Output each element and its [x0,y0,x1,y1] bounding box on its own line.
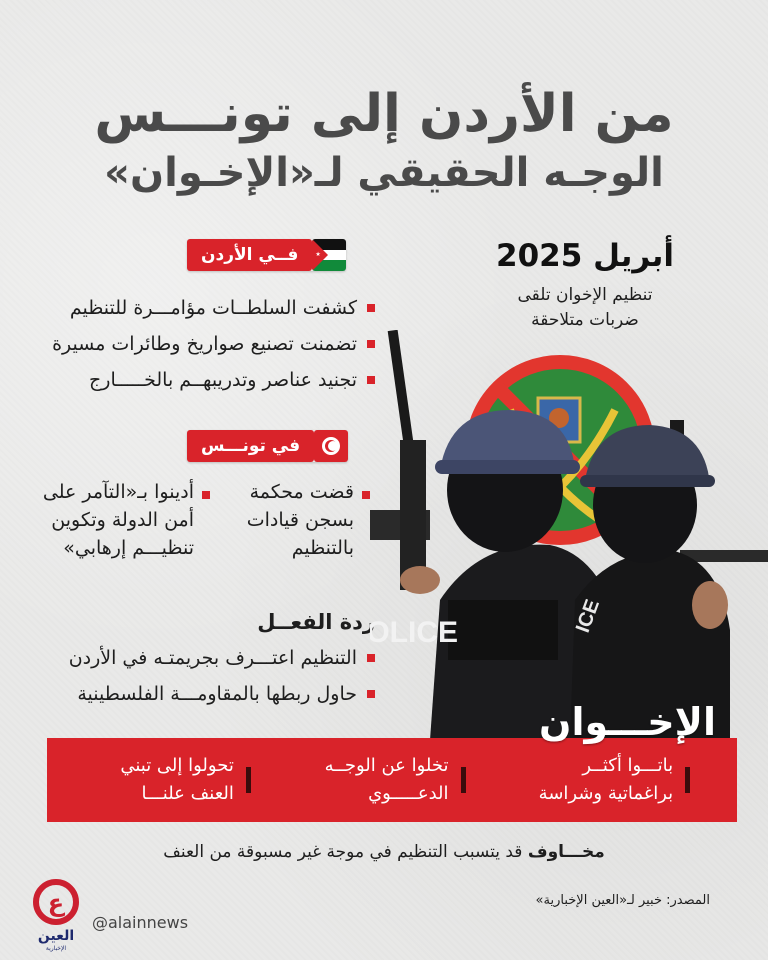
list-item: كشفت السلطــات مؤامـــرة للتنظيم [52,290,375,326]
date-subtitle: تنظيم الإخوان تلقى ضربات متلاحقة [517,285,653,330]
bullet-square-icon [362,491,370,499]
section-header-jordan [187,239,346,271]
brotherhood-summary-band [47,738,737,822]
svg-text:OLICE: OLICE [370,616,458,649]
jordan-list [52,290,375,398]
list-item: تضمنت تصنيع صواريخ وطائرات مسيرة [52,326,375,362]
divider-bar [461,767,466,793]
svg-text:ع: ع [47,889,65,917]
band-item: تحولوا إلى تبني العنف علنـــا [94,752,251,808]
alain-logo [30,878,82,954]
fear-statement: مخـــاوف قد يتسبب التنظيم في موجة غير مسبوقة من العنف [163,842,605,862]
tunisia-flag-icon [314,430,348,462]
svg-text:الإخبارية: الإخبارية [45,945,67,952]
band-heading: الإخـــوان [539,700,716,744]
reaction-list [69,640,375,712]
bullet-square-icon [367,304,375,312]
list-item: حاول ربطها بالمقاومـــة الفلسطينية [69,676,375,712]
list-item: تجنيد عناصر وتدريبهــم بالخـــــارج [52,362,375,398]
source-credit: المصدر: خبير لـ«العين الإخبارية» [535,893,710,908]
list-item: قضت محكمة بسجن قيادات بالتنظيم [240,478,370,562]
svg-text:العين: العين [37,928,75,944]
police-illustration [370,330,768,740]
date-heading: أبريل 2025 [496,238,674,274]
section-label: في تونـــس [187,430,314,462]
reaction-heading: ردة الفعــل [257,610,375,634]
list-item: أدينوا بـ«التآمر على أمن الدولة وتكوين تنظيـــم إرهابي» [40,478,210,562]
page-title: من الأردن إلى تونـــس [94,84,674,144]
page-subtitle: الوجـه الحقيقي لـ«الإخـوان» [104,150,664,196]
jordan-flag-icon: ★ [312,239,346,271]
section-header-tunisia [187,430,348,462]
social-handle[interactable]: @alainnews [92,913,189,932]
bullet-square-icon [202,491,210,499]
divider-bar [685,767,690,793]
divider-bar [246,767,251,793]
band-item: تخلوا عن الوجــه الدعـــــوي [309,752,466,808]
svg-text:ICE: ICE [571,596,604,636]
band-item: باتـــوا أكثــر براغماتية وشراسة [523,752,690,808]
list-item: التنظيم اعتـــرف بجريمتـه في الأردن [69,640,375,676]
section-label: فــي الأردن [187,239,312,271]
tunisia-list [40,478,370,562]
